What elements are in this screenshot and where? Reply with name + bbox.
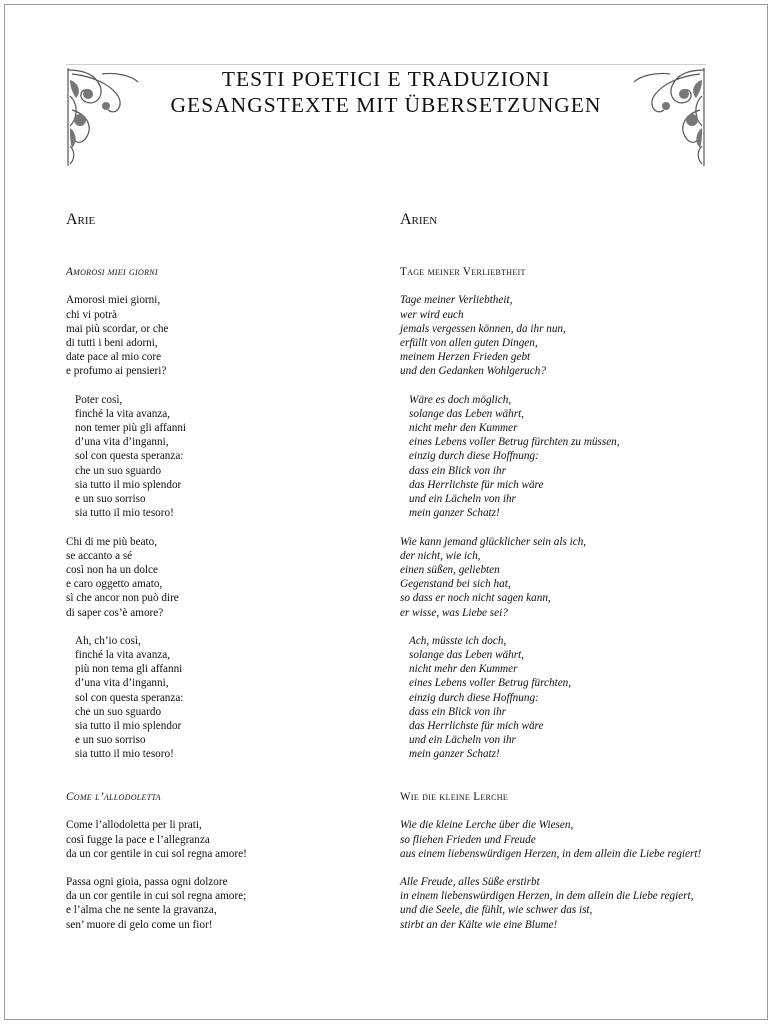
aria-title: Wie die kleine Lerche bbox=[400, 790, 509, 803]
verse-line: der nicht, wie ich, bbox=[400, 549, 481, 562]
verse-line: er wisse, was Liebe sei? bbox=[400, 606, 508, 619]
section-heading-right: Arien bbox=[400, 211, 438, 228]
verse-line: eines Lebens voller Betrug fürchten, bbox=[409, 677, 572, 690]
verse-line: sen’ muore di gelo come un fior! bbox=[66, 918, 213, 931]
verse-line: und den Gedanken Wohlgeruch? bbox=[400, 365, 546, 378]
verse-line: jemals vergessen können, da ihr nun, bbox=[400, 322, 566, 335]
verse-line: das Herrlichste für mich wäre bbox=[409, 478, 544, 491]
verse-line: solange das Leben währt, bbox=[409, 407, 524, 420]
verse-line: così fugge la pace e l’allegranza bbox=[66, 833, 210, 846]
verse-line: sia tutto il mio splendor bbox=[75, 720, 182, 732]
verse-line: einzig durch diese Hoffnung: bbox=[409, 691, 539, 704]
verse-line: mai più scordar, or che bbox=[66, 322, 169, 335]
verse-line: Wie kann jemand glücklicher sein als ich, bbox=[400, 535, 587, 548]
verse-line: di saper cos’è amore? bbox=[66, 606, 164, 619]
verse-line: così non ha un dolce bbox=[66, 563, 158, 576]
verse-line: date pace al mio core bbox=[66, 351, 162, 364]
german-column bbox=[400, 265, 730, 932]
verse-line: da un cor gentile in cui sol regna amore! bbox=[66, 847, 247, 860]
verse-line: Poter così, bbox=[75, 393, 123, 406]
verse-line: non temer più gli affanni bbox=[75, 422, 187, 435]
verse-line: e caro oggetto amato, bbox=[66, 578, 163, 591]
verse-line: Gegenstand bei sich hat, bbox=[400, 578, 511, 591]
verse-line: che un suo sguardo bbox=[75, 705, 162, 718]
verse-line: wer wird euch bbox=[400, 308, 464, 321]
verse-line: e l’alma che ne sente la gravanza, bbox=[66, 904, 217, 917]
verse-line: aus einem liebenswürdigen Herzen, in dem allein die Liebe regiert! bbox=[400, 847, 702, 860]
verse-line: Tage meiner Verliebtheit, bbox=[400, 294, 513, 307]
verse-line: Chi di me più beato, bbox=[66, 535, 158, 548]
verse-line: mein ganzer Schatz! bbox=[409, 748, 500, 761]
verse-line: sì che ancor non può dire bbox=[66, 592, 179, 605]
verse-line: so dass er noch nicht sagen kann, bbox=[400, 592, 551, 605]
verse-line: sia tutto il mio tesoro! bbox=[75, 507, 174, 520]
verse-line: sia tutto il mio splendor bbox=[75, 478, 182, 491]
verse-line: Ach, müsste ich doch, bbox=[409, 634, 507, 647]
aria-title: Tage meiner Verliebtheit bbox=[400, 266, 526, 278]
verse-line: so fliehen Frieden und Freude bbox=[400, 833, 536, 846]
aria-title: Amorosi miei giorni bbox=[66, 266, 158, 278]
verse-line: das Herrlichste für mich wäre bbox=[409, 720, 544, 732]
verse-line: dass ein Blick von ihr bbox=[409, 464, 506, 477]
verse-line: Come l’allodoletta per li prati, bbox=[66, 819, 202, 832]
verse-line: d’una vita d’inganni, bbox=[75, 436, 169, 449]
verse-line: nicht mehr den Kummer bbox=[409, 663, 518, 676]
verse-line: eines Lebens voller Betrug fürchten zu müssen, bbox=[409, 436, 620, 449]
verse-line: se accanto a sé bbox=[66, 549, 133, 562]
verse-line: einzig durch diese Hoffnung: bbox=[409, 450, 539, 463]
verse-line: da un cor gentile in cui sol regna amore; bbox=[66, 890, 247, 903]
verse-line: dass ein Blick von ihr bbox=[409, 705, 506, 718]
verse-line: finché la vita avanza, bbox=[75, 407, 171, 420]
verse-line: Passa ogni gioia, passa ogni dolzore bbox=[66, 876, 228, 889]
verse-line: Wie die kleine Lerche über die Wiesen, bbox=[400, 819, 574, 832]
verse-line: einen süßen, geliebten bbox=[400, 563, 500, 576]
page-title-italian: TESTI POETICI E TRADUZIONI bbox=[221, 67, 551, 91]
italian-column bbox=[66, 265, 386, 932]
verse-line: sol con questa speranza: bbox=[75, 691, 184, 704]
verse-line: Amorosi miei giorni, bbox=[66, 294, 161, 307]
verse-line: mein ganzer Schatz! bbox=[409, 507, 500, 520]
verse-line: e profumo ai pensieri? bbox=[66, 365, 167, 378]
verse-line: Ah, ch’io così, bbox=[75, 634, 141, 647]
header-top-rule bbox=[66, 64, 706, 65]
verse-line: Wäre es doch möglich, bbox=[409, 393, 512, 406]
page-title-german: GESANGSTEXTE MIT ÜBERSETZUNGEN bbox=[170, 93, 602, 117]
verse-line: nicht mehr den Kummer bbox=[409, 422, 518, 435]
verse-line: chi vi potrà bbox=[66, 308, 117, 321]
verse-line: Alle Freude, alles Süße erstirbt bbox=[400, 876, 540, 889]
verse-line: d’una vita d’inganni, bbox=[75, 677, 169, 690]
verse-line: e un suo sorriso bbox=[75, 734, 146, 747]
verse-line: di tutti i beni adorni, bbox=[66, 336, 158, 349]
verse-line: solange das Leben währt, bbox=[409, 649, 524, 662]
verse-line: sol con questa speranza: bbox=[75, 450, 184, 463]
verse-line: und die Seele, die fühlt, wie schwer das ist, bbox=[400, 904, 593, 917]
verse-line: in einem liebenswürdigen Herzen, in dem allein die Liebe regiert, bbox=[400, 890, 694, 903]
verse-line: più non tema gli affanni bbox=[75, 663, 183, 676]
verse-line: che un suo sguardo bbox=[75, 464, 162, 477]
verse-line: und ein Lächeln von ihr bbox=[409, 493, 516, 505]
verse-line: meinem Herzen Frieden gebt bbox=[400, 351, 531, 364]
verse-line: stirbt an der Kälte wie eine Blume! bbox=[400, 918, 558, 931]
aria-title: Come l’allodoletta bbox=[66, 790, 161, 803]
verse-line: und ein Lächeln von ihr bbox=[409, 734, 516, 747]
verse-line: sia tutto il mio tesoro! bbox=[75, 748, 174, 761]
verse-line: finché la vita avanza, bbox=[75, 649, 171, 662]
section-heading-left: Arie bbox=[66, 211, 96, 228]
verse-line: e un suo sorriso bbox=[75, 493, 146, 505]
verse-line: erfüllt von allen guten Dingen, bbox=[400, 336, 538, 349]
